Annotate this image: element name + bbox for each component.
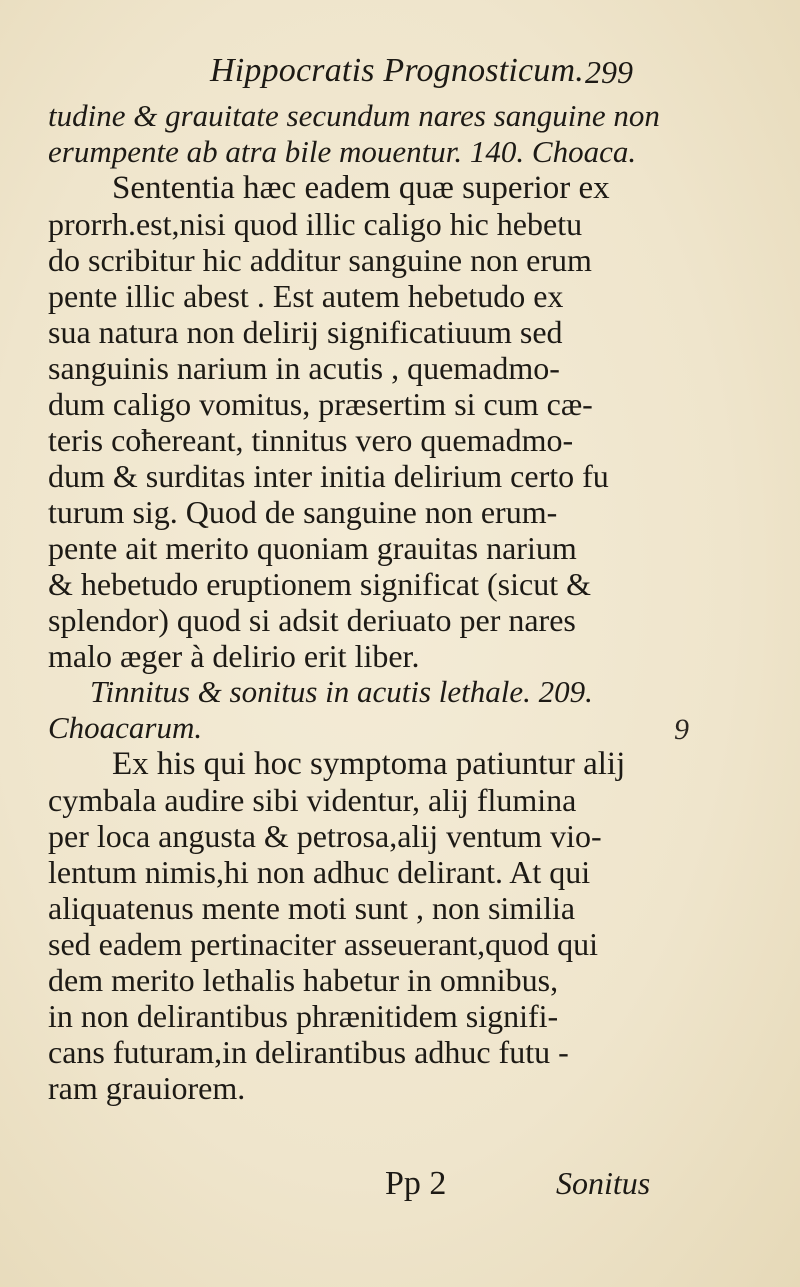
- margin-mark: 9: [674, 713, 689, 746]
- text-line: splendor) quod si adsit deriuato per nares: [48, 602, 576, 638]
- text-line: dum & surditas inter initia delirium certo fu: [48, 458, 609, 494]
- text-block: [48, 98, 660, 1106]
- text-line: Ex his qui hoc symptoma patiuntur alij: [112, 746, 626, 782]
- text-line: turum sig. Quod de sanguine non erum-: [48, 494, 558, 530]
- text-line: sanguinis narium in acutis , quemadmo-: [48, 350, 560, 386]
- text-line: sua natura non delirij significatiuum sed: [48, 314, 563, 350]
- signature-mark: Pp 2: [385, 1165, 447, 1202]
- text-line: cymbala audire sibi videntur, alij flumina: [48, 782, 577, 818]
- text-line: lentum nimis,hi non adhuc delirant. At qui: [48, 854, 591, 890]
- text-line: pente ait merito quoniam grauitas narium: [48, 530, 577, 566]
- page-footer: [0, 1165, 800, 1209]
- text-line: dum caligo vomitus, præsertim si cum cæ-: [48, 386, 593, 422]
- text-line: aliquatenus mente moti sunt , non similia: [48, 890, 576, 926]
- text-line: prorrh.est,nisi quod illic caligo hic hebetu: [48, 206, 583, 242]
- text-line: malo æger à delirio erit liber.: [48, 638, 420, 674]
- text-line: & hebetudo eruptionem significat (sicut &: [48, 566, 591, 602]
- page-number: 299: [585, 54, 633, 90]
- running-head: [0, 52, 800, 96]
- catchword: Sonitus: [556, 1165, 651, 1201]
- text-line: dem merito lethalis habetur in omnibus,: [48, 962, 559, 998]
- text-line: erumpente ab atra bile mouentur. 140. Choaca.: [48, 134, 637, 169]
- text-line: do scribitur hic additur sanguine non erum: [48, 242, 592, 278]
- text-line: in non delirantibus phrænitidem signifi-: [48, 998, 559, 1034]
- text-line: per loca angusta & petrosa,alij ventum vio-: [48, 818, 602, 854]
- text-line: ram grauiorem.: [48, 1070, 246, 1106]
- section-heading-source: Choacarum.: [48, 710, 203, 745]
- text-line: tudine & grauitate secundum nares sanguine non: [48, 98, 660, 133]
- text-line: Sententia hæc eadem quæ superior ex: [112, 170, 610, 206]
- text-line: sed eadem pertinaciter asseuerant,quod qui: [48, 926, 598, 962]
- running-title: Hippocratis Prognosticum.: [210, 52, 584, 89]
- text-line: pente illic abest . Est autem hebetudo ex: [48, 278, 564, 314]
- section-heading: Tinnitus & sonitus in acutis lethale. 209.: [90, 674, 593, 709]
- text-line: cans futuram,in delirantibus adhuc futu -: [48, 1034, 569, 1070]
- text-line: teris coħereant, tinnitus vero quemadmo-: [48, 422, 574, 458]
